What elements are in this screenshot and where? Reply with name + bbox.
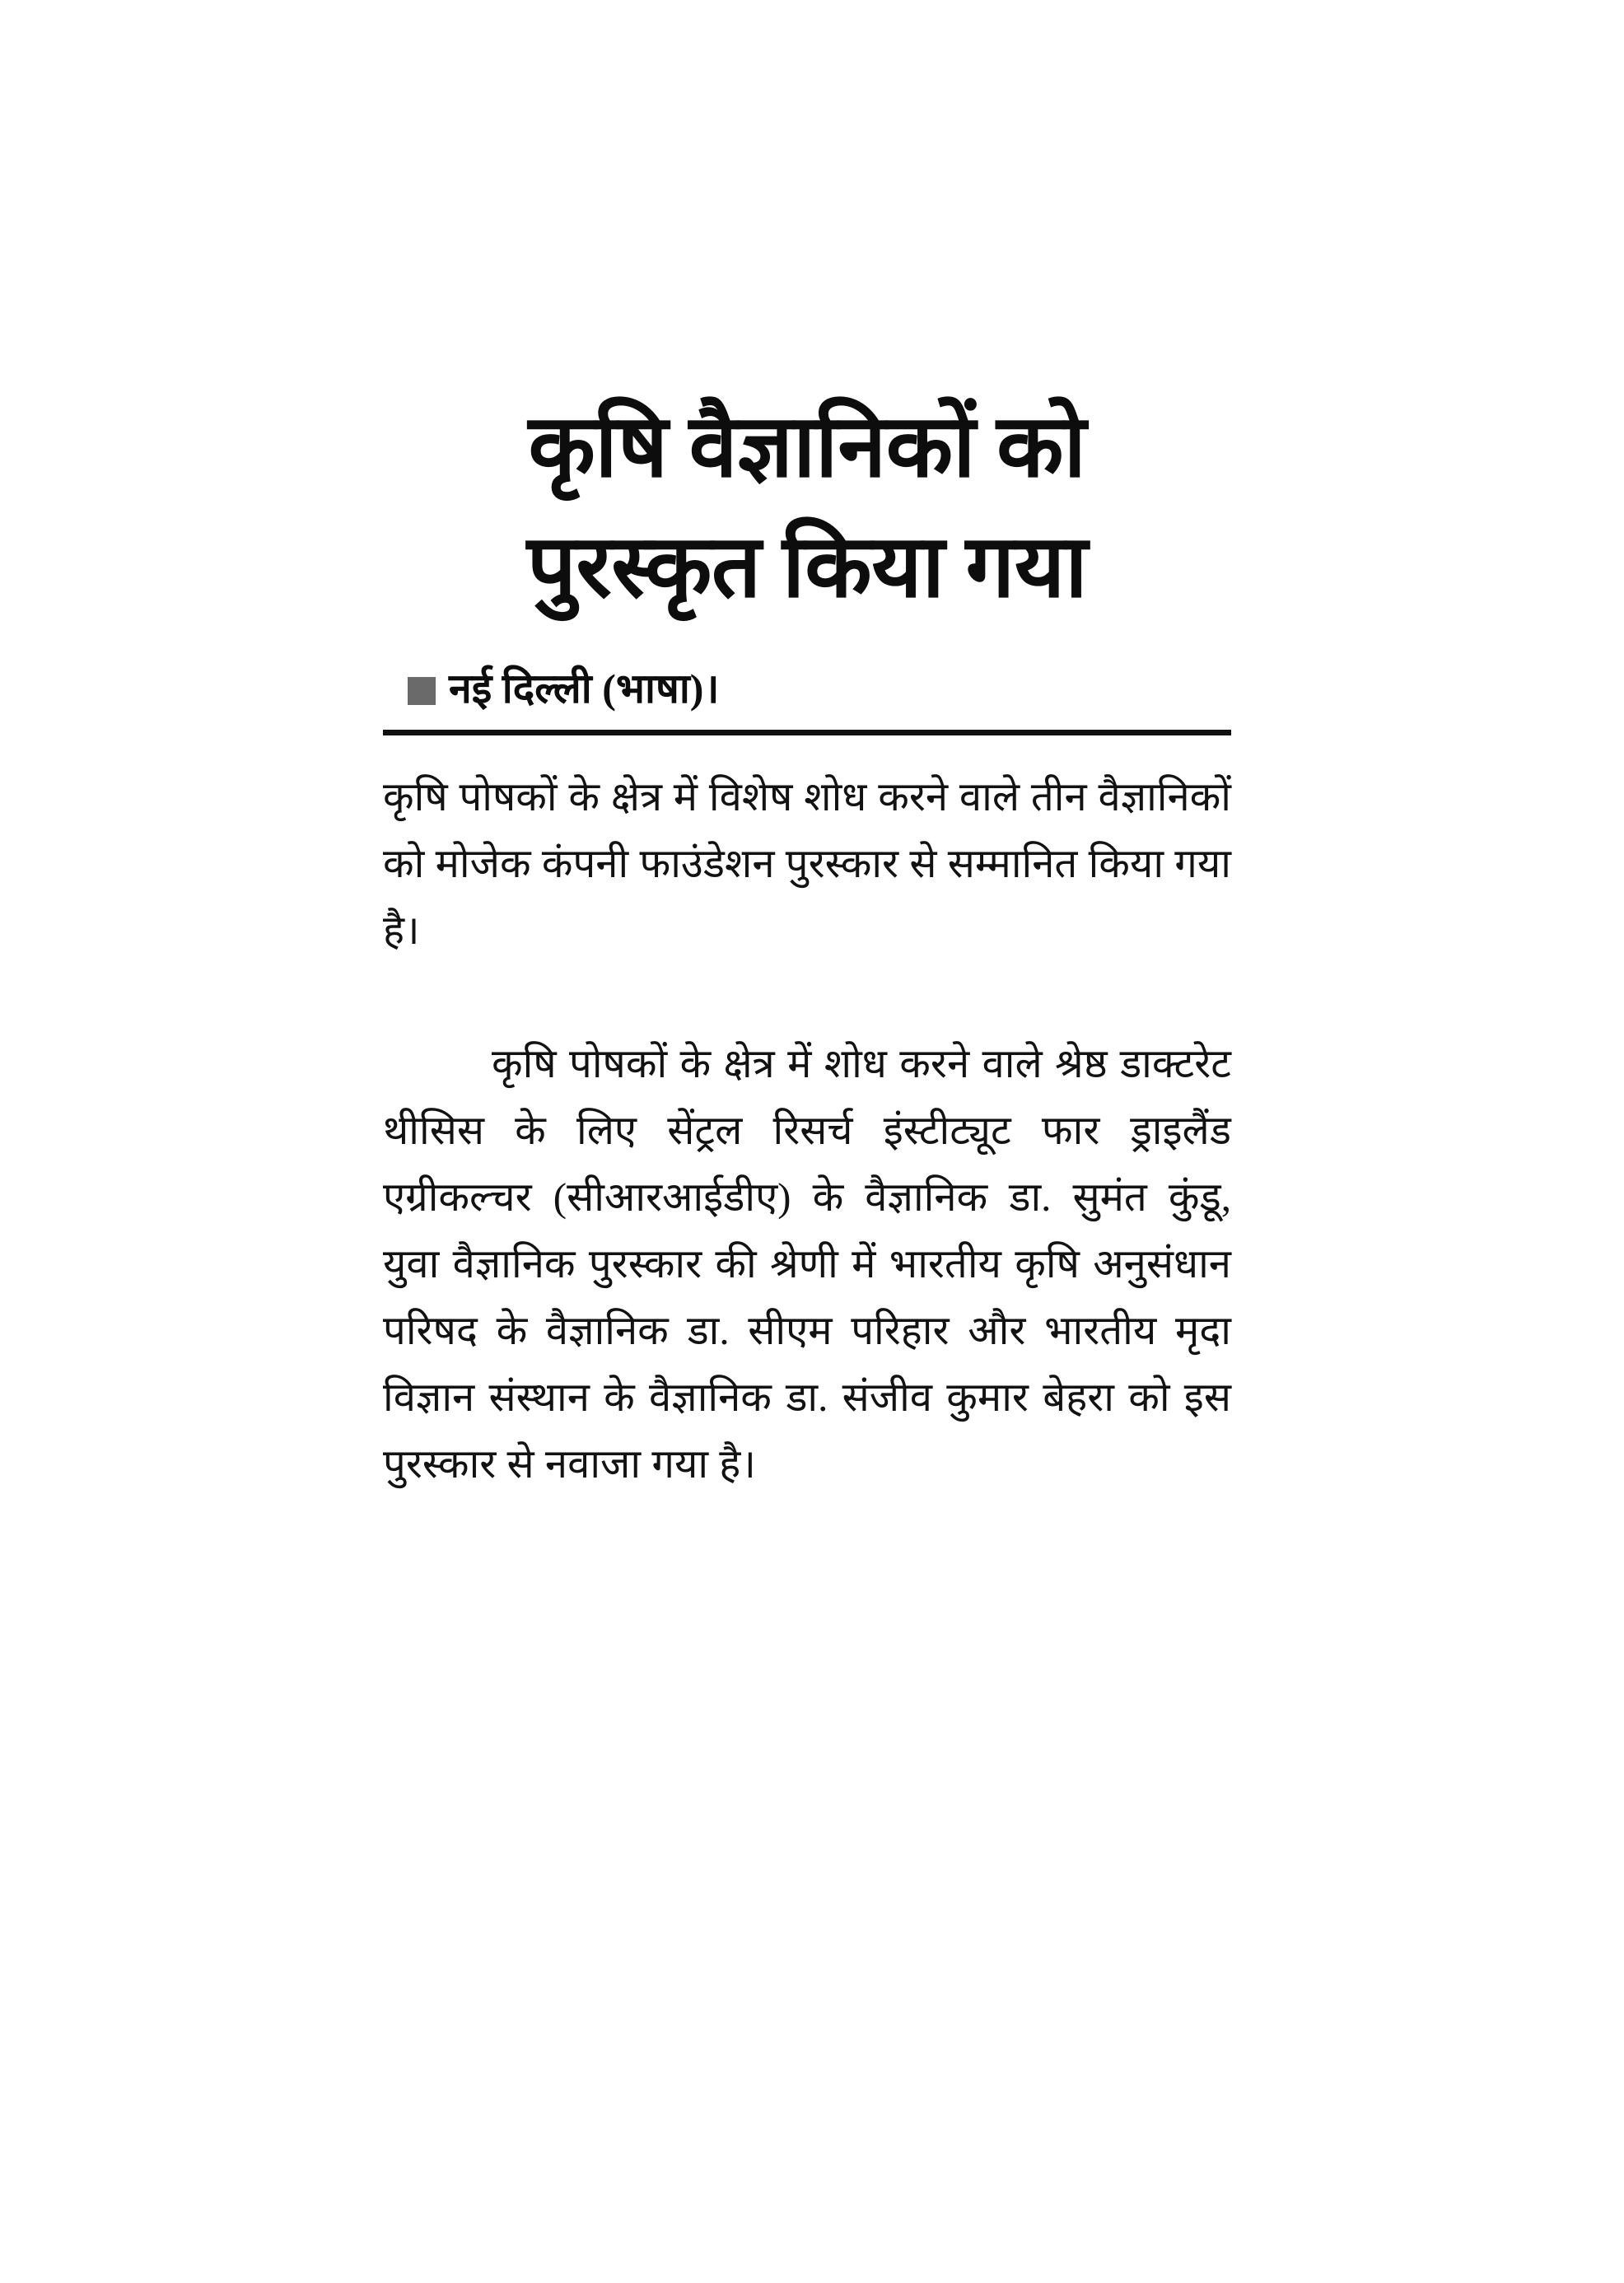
body-paragraph-2: कृषि पोषकों के क्षेत्र में शोध करने वाले श्रेष्ठ डाक्टरेट थीसिस के लिए सेंट्रल रिसर्च इंस्टीट्यूट फार ड्राइलैंड एग्रीकल्चर (सीआरआईडीए) के वैज्ञानिक डा. सुमंत कुंडू, युवा वैज्ञानिक पुरस्कार की श्रेणी में भारतीय कृषि अनुसंधान परिषद के वैज्ञानिक डा. सीएम परिहार और भारतीय मृदा विज्ञान संस्थान के वैज्ञानिक डा. संजीव कुमार बेहरा को इस पुरस्कार से नवाजा गया है।: [383, 1040, 1231, 1487]
byline: [383, 665, 1231, 713]
square-bullet-icon: [408, 677, 436, 705]
headline-line-2: पुरस्कृत किया गया: [526, 519, 1088, 616]
byline-dateline: नई दिल्ली (भाषा)।: [449, 665, 720, 712]
page-title: [383, 387, 1231, 633]
body-paragraph-1: कृषि पोषकों के क्षेत्र में विशेष शोध करने वाले तीन वैज्ञानिकों को मोजेक कंपनी फाउंडेशन पुरस्कार से सम्मानित किया गया है।: [383, 773, 1231, 953]
headline-line-1: कृषि वैज्ञानिकों को: [528, 399, 1086, 495]
article-body: [383, 763, 1231, 1497]
divider: [383, 730, 1231, 735]
article-column: [383, 387, 1231, 1497]
